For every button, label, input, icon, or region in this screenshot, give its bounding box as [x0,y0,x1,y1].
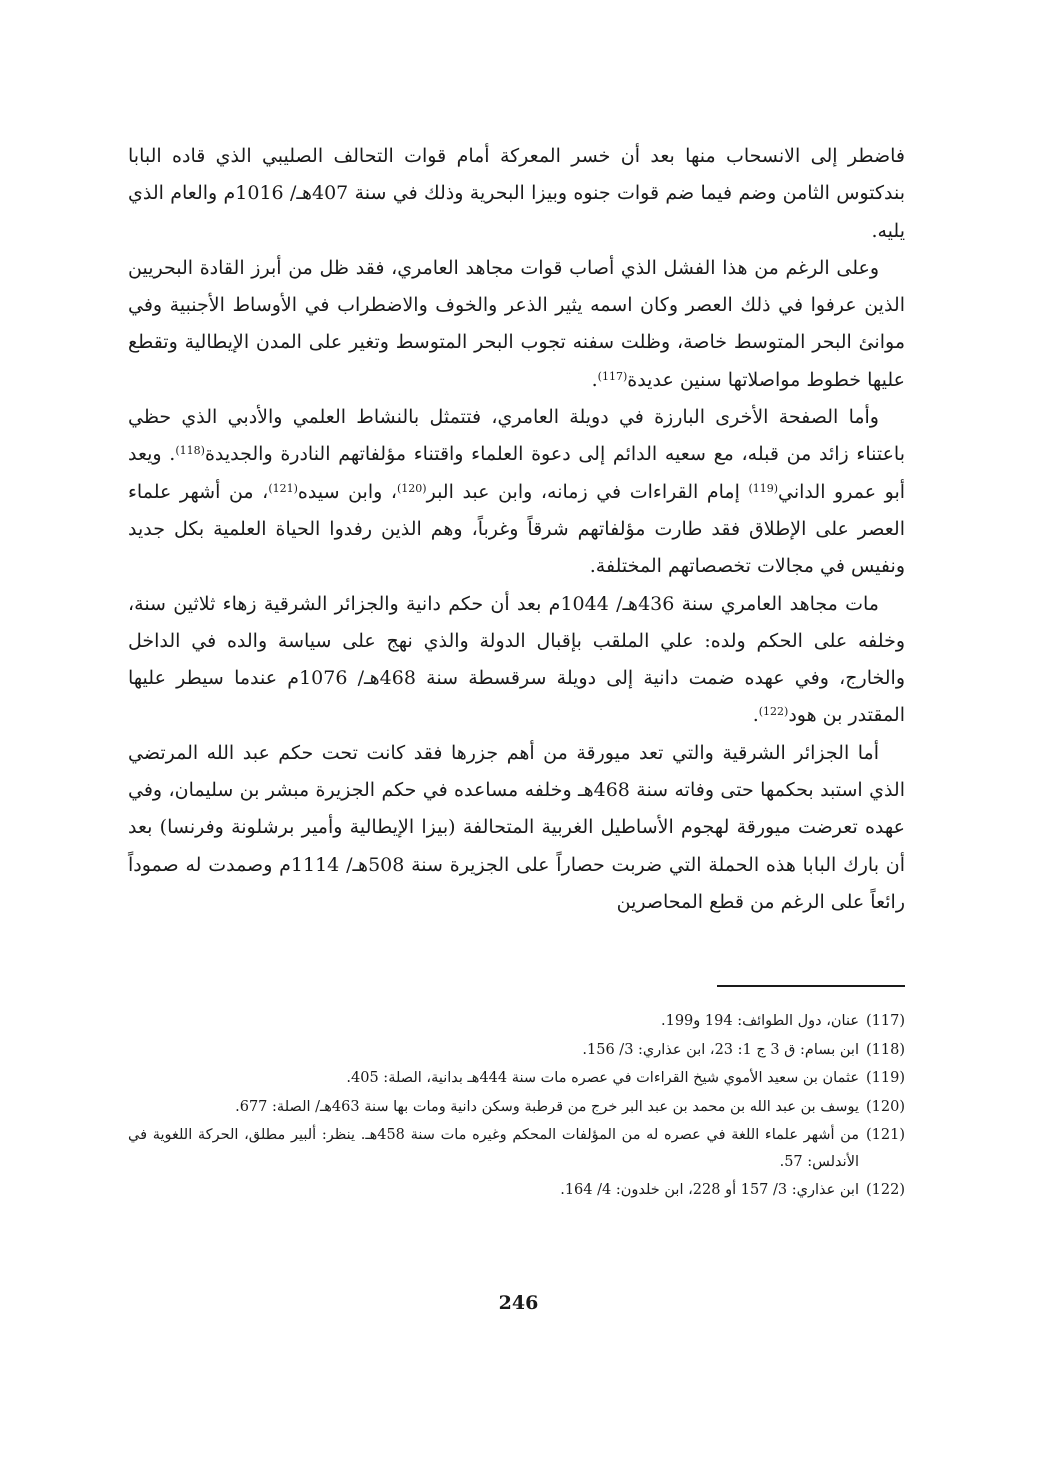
paragraph-p3 [128,399,905,585]
footnotes-section [128,1008,905,1206]
footnote-ref: (121) [268,481,298,495]
footnote-fn120 [128,1094,905,1121]
paragraph-p1 [128,138,905,250]
footnote-fn118 [128,1037,905,1064]
footnote-text: عنان، دول الطوائف: 194 و199. [661,1013,859,1029]
footnote-ref: (117) [597,369,628,383]
paragraph-text: . [752,704,759,727]
footnote-ref: (122) [758,705,789,719]
paragraph-p2 [128,250,905,399]
footnote-ref: (119) [748,481,779,495]
footnote-number: (117) [865,1013,905,1029]
footnote-text: من أشهر علماء اللغة في عصره له من المؤلفات المحكم وغيره مات سنة 458هـ. ينظر: ألبير مطلق، الحركة اللغوية في الأندلس: 57. [128,1127,859,1170]
paragraph-text: ، وابن سيده [297,480,397,503]
footnote-text: ابن بسام: ق 3 ج 1: 23، ابن عذاري: 3/ 156. [582,1041,859,1058]
paragraph-text: وعلى الرغم من هذا الفشل الذي أصاب قوات مجاهد العامري، فقد ظل من أبرز القادة البحريين الذين عرفوا في ذلك العصر وكان اسمه يثير الذعر والخوف والاضطراب في الأوساط الأجنبية وفي موانئ البحر المتوسط خاصة، وظلت سفنه تجوب البحر المتوسط وتغير على المدن الإيطالية وتقطع عليها خطوط مواصلاتها سنين عديدة [128,256,905,391]
footnote-fn122 [128,1177,905,1204]
footnote-number: (119) [865,1070,905,1086]
footnote-number: (120) [865,1098,905,1115]
footnote-fn121 [128,1122,905,1175]
paragraph-text: . [591,368,598,391]
footnote-ref: (118) [175,444,205,458]
footnote-number: (122) [865,1182,905,1198]
paragraph-p4 [128,586,905,735]
paragraph-text: أما الجزائر الشرقية والتي تعد ميورقة من أهم جزرها فقد كانت تحت حكم عبد الله المرتضي الذي استبد بحكمها حتى وفاته سنة 468هـ وخلفه مساعده في حكم الجزيرة مبشر بن سليمان، وفي عهده تعرضت ميورقة لهجوم الأساطيل الغربية المتحالفة (بيزا الإيطالية وأمير برشلونة وفرنسا) بعد أن بارك البابا هذه الحملة التي ضربت حصاراً على الجزيرة سنة 508هـ/ 1114م وصمدت له صموداً رائعاً على الرغم من قطع المحاصرين [128,741,906,913]
paragraph-text: . ويعد أبو عمرو الداني [128,443,906,503]
paragraph-text: وأما الصفحة الأخرى البارزة في دويلة العامري، فتتمثل بالنشاط العلمي والأدبي الذي حظي باعتناء زائد من قبله، مع سعيه الدائم إلى دعوة العلماء واقتناء مؤلفاتهم النادرة والجديدة [128,406,905,466]
footnote-text: عثمان بن سعيد الأموي شيخ القراءات في عصره مات سنة 444هـ بدانية، الصلة: 405. [346,1070,859,1086]
footnote-text: يوسف بن عبد الله بن محمد بن عبد البر خرج من قرطبة وسكن دانية ومات بها سنة 463هـ/ الصلة: 677. [235,1098,859,1115]
paragraph-text: مات مجاهد العامري سنة 436هـ/ 1044م بعد أن حكم دانية والجزائر الشرقية زهاء ثلاثين سنة، وخلفه على الحكم ولده: علي الملقب بإقبال الدولة والذي نهج على سياسة والده في الداخل والخارج، وفي عهده ضمت دانية إلى دويلة سرقسطة سنة 468هـ/ 1076م عندما سيطر عليها المقتدر بن هود [128,592,905,727]
paragraph-p5 [128,735,905,921]
footnote-number: (118) [865,1041,905,1058]
footnote-number: (121) [865,1127,905,1143]
footnote-divider [717,985,905,987]
footnote-text: ابن عذاري: 3/ 157 أو 228، ابن خلدون: 4/ 164. [560,1182,859,1198]
footnote-fn119 [128,1065,905,1092]
footnote-fn117 [128,1008,905,1035]
footnote-ref: (120) [397,481,427,495]
paragraph-text: فاضطر إلى الانسحاب منها بعد أن خسر المعركة أمام قوات التحالف الصليبي الذي قاده البابا بندكتوس الثامن وضم فيما ضم قوات جنوه وبيزا البحرية وذلك في سنة 407هـ/ 1016م والعام الذي يليه. [128,145,906,242]
paragraph-text: ، من أشهر علماء العصر على الإطلاق فقد طارت مؤلفاتهم شرقاً وغرباً، وهم الذين رفدوا الحياة العلمية بكل جديد ونفيس في مجالات تخصصاتهم المختلفة. [128,480,905,578]
page-number: 246 [498,1292,539,1314]
main-text [128,138,905,921]
paragraph-text: إمام القراءات في زمانه، وابن عبد البر [426,480,749,503]
